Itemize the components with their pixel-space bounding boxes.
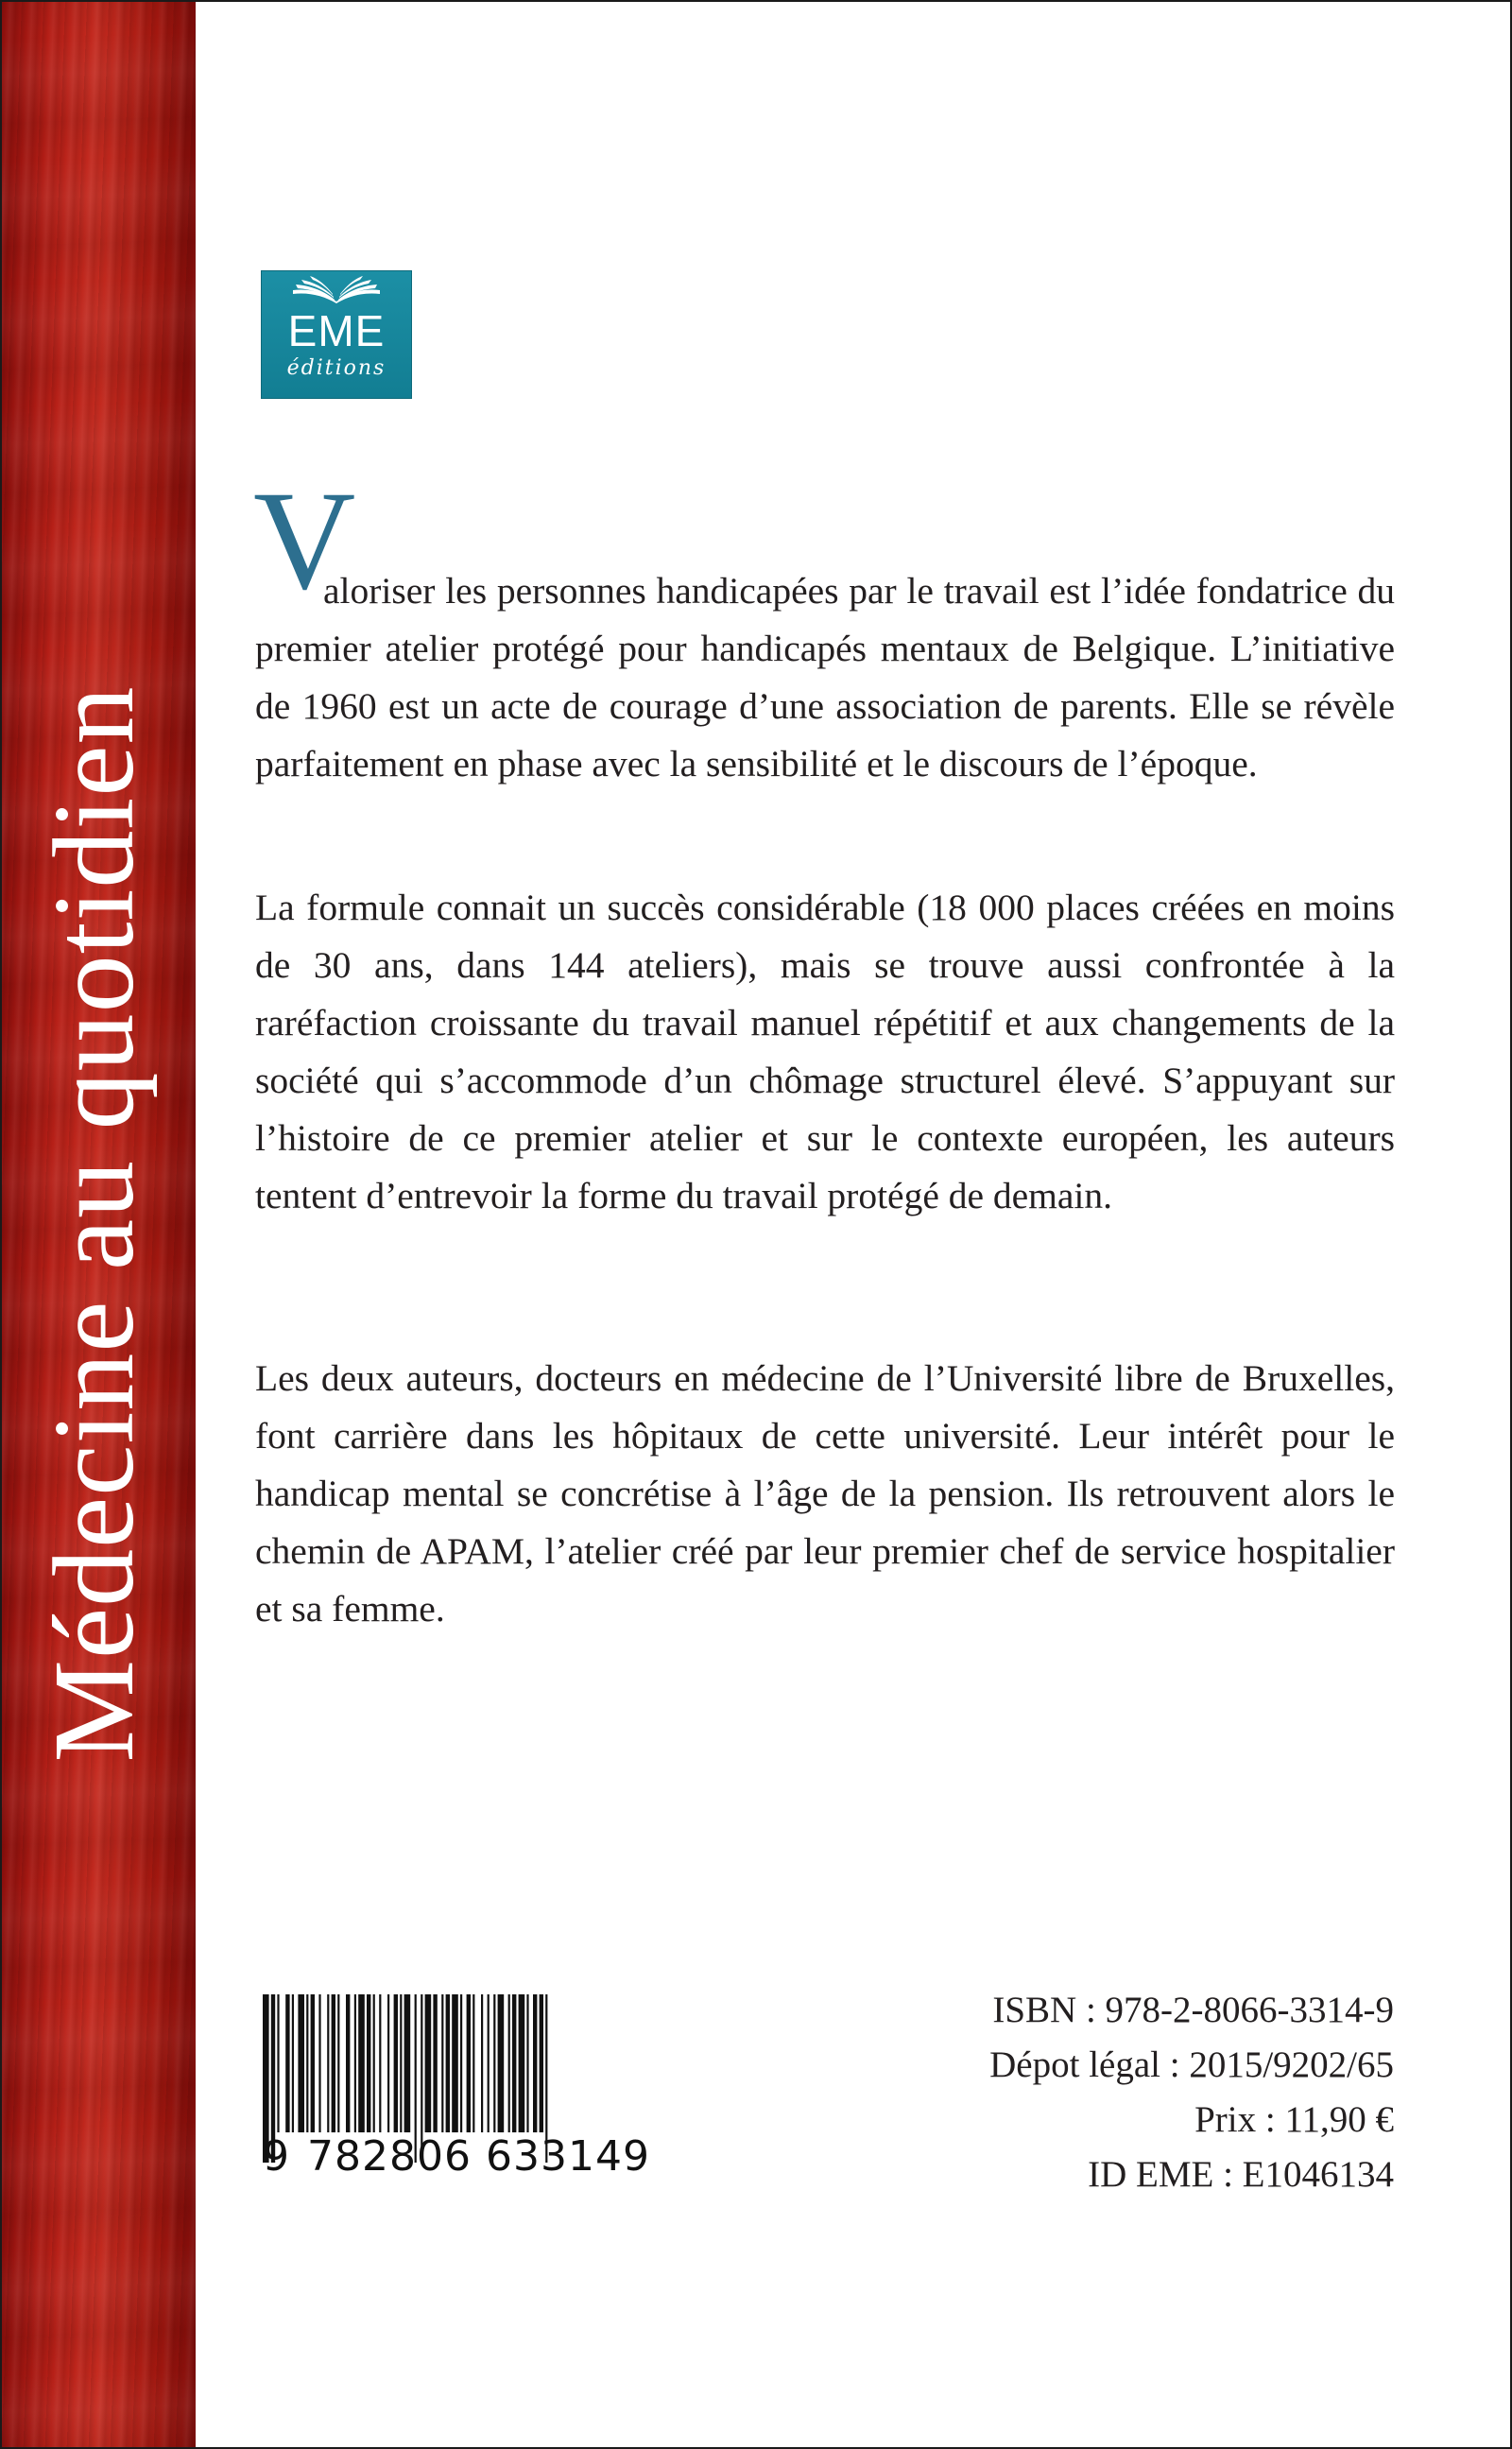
barcode-bar xyxy=(526,1994,528,2132)
barcode-bar xyxy=(394,1994,398,2132)
barcode-bar xyxy=(332,1994,335,2132)
barcode-bar xyxy=(306,1994,308,2132)
paragraph-context: La formule connait un succès considérable (18 000 places créées en moins de 30 ans, dans 144 ateliers), mais se trouve aussi confrontée à la raréfaction croissante du travail manuel répétitif et aux changements de la société qui s’accommode d’un chômage structurel élevé. S’appuyant sur l’histoire de ce premier atelier et sur le contexte européen, les auteurs tentent d’entrevoir la forme du travail protégé de demain. xyxy=(255,887,1395,1216)
barcode-bar xyxy=(452,1994,458,2132)
barcode-bar xyxy=(346,1994,350,2132)
barcode-bar xyxy=(354,1994,356,2132)
publisher-logo xyxy=(262,271,411,398)
barcode-bar xyxy=(358,1994,365,2132)
barcode-bar xyxy=(379,1994,381,2132)
barcode-bar xyxy=(277,1994,279,2132)
barcode-bar xyxy=(292,1994,294,2132)
barcode-bar xyxy=(327,1994,329,2132)
id-line: ID EME : E1046134 xyxy=(1088,2154,1394,2195)
logo-wordmark: EME xyxy=(287,306,386,355)
barcode-bar xyxy=(519,1994,525,2132)
barcode-bar xyxy=(387,1994,389,2132)
barcode-bar xyxy=(433,1994,437,2132)
barcode-bar xyxy=(337,1994,339,2132)
barcode-bar xyxy=(318,1994,320,2132)
barcode-bar xyxy=(311,1994,315,2132)
publication-info xyxy=(989,1983,1394,2202)
barcode-bar xyxy=(460,1994,462,2132)
barcode-bar xyxy=(298,1994,304,2132)
barcode-first-digit: 9 xyxy=(263,2132,290,2181)
barcode-bar xyxy=(512,1994,516,2132)
barcode-bar xyxy=(446,1994,450,2132)
barcode-bar xyxy=(441,1994,443,2132)
barcode-bar xyxy=(498,1994,505,2132)
spine-title: Médecine au quotidien xyxy=(30,685,158,1763)
barcode-bar xyxy=(493,1994,495,2132)
barcode-number xyxy=(263,2132,660,2181)
spine-band xyxy=(0,0,196,2449)
barcode-bar xyxy=(367,1994,370,2132)
barcode-bar xyxy=(488,1994,490,2132)
barcode-group-2: 633149 xyxy=(485,2132,650,2181)
paragraph-intro: aloriser les personnes handicapées par le travail est l’idée fondatrice du premier atelier protégé pour handicapés mentaux de Belgique. L’initiative de 1960 est un acte de courage d’une association de parents. Elle se révèle parfaitement en phase avec la sensibilité et le discours de l’époque. xyxy=(255,570,1395,785)
barcode-bar xyxy=(425,1994,432,2132)
barcode-bar xyxy=(400,1994,402,2132)
barcode-bar xyxy=(533,1994,537,2132)
logo-subtitle: éditions xyxy=(286,356,387,380)
barcode-bar xyxy=(481,1994,483,2132)
barcode-bar xyxy=(508,1994,510,2132)
barcode-bar xyxy=(404,1994,411,2132)
price-line: Prix : 11,90 € xyxy=(1194,2099,1394,2140)
depot-legal-line: Dépot légal : 2015/9202/65 xyxy=(989,2044,1394,2085)
drop-cap: V xyxy=(253,462,356,619)
barcode-bar xyxy=(285,1994,289,2132)
paragraph-authors: Les deux auteurs, docteurs en médecine de l’Université libre de Bruxelles, font carrière dans les hôpitaux de cette université. Leur intérêt pour le handicap mental se concrétise à l’âge de la pension. Ils retrouvent alors le chemin de APAM, l’atelier créé par leur premier chef de service hospitalier et sa femme. xyxy=(255,1357,1395,1630)
barcode-bar xyxy=(373,1994,375,2132)
barcode-bar xyxy=(540,1994,543,2132)
open-book-icon xyxy=(262,271,411,309)
barcode-bar xyxy=(467,1994,471,2132)
barcode-bar xyxy=(472,1994,474,2132)
barcode-group-1: 782806 xyxy=(307,2132,472,2181)
isbn-line: ISBN : 978-2-8066-3314-9 xyxy=(992,1990,1394,2030)
